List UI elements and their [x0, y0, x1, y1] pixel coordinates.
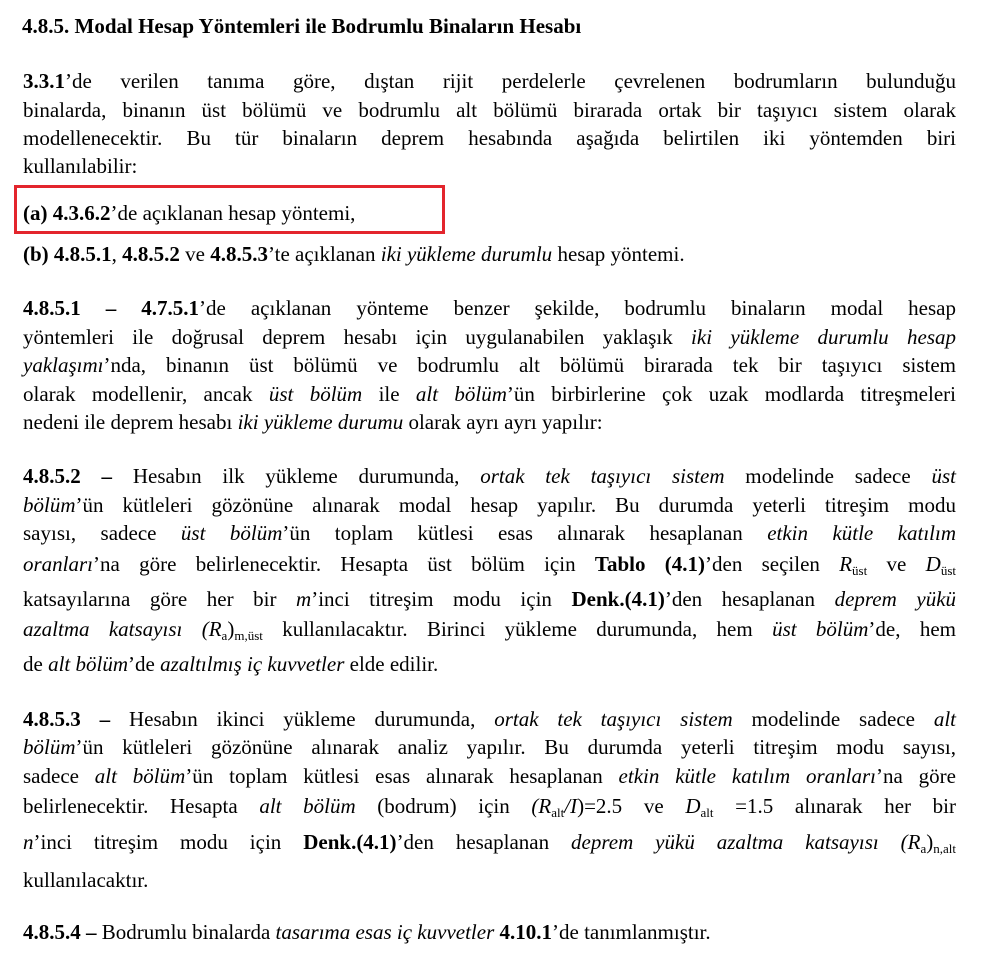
s2-line-1: 4.8.5.2 – Hesabın ilk yükleme durumunda, ortak tek taşıyıcı sistem modelinde sadece üst — [23, 464, 956, 488]
s3-ref: 4.8.5.3 – — [23, 707, 111, 731]
intro-line-2: binalarda, binanın üst bölümü ve bodrumlu alt bölümü birarada ortak bir taşıyıcı sistem olarak — [23, 98, 956, 122]
s2-line-6: azaltma katsayısı $(R_a)_{m,üst}$ kullanılacaktır. Birinci yükleme durumunda, hem üst bölüm’de, hem — [23, 617, 956, 643]
intro-ref: 3.3.1 — [23, 69, 65, 93]
s2-ref: 4.8.5.2 – — [23, 464, 113, 488]
s3-line-1: 4.8.5.3 – Hesabın ikinci yükleme durumunda, ortak tek taşıyıcı sistem modelinde sadece alt — [23, 707, 956, 731]
intro-line-3: modellenecektir. Bu tür binaların deprem hesabında aşağıda belirtilen iki yöntemden biri — [23, 126, 956, 150]
s1-ref: 4.8.5.1 – 4.7.5.1 — [23, 296, 200, 320]
section-heading: 4.8.5. Modal Hesap Yöntemleri ile Bodrumlu Binaların Hesabı — [22, 14, 582, 38]
s3-line-3: sadece alt bölüm’ün toplam kütlesi esas alınarak hesaplanan etkin kütle katılım oranları’na göre — [23, 764, 956, 788]
s3-line-6: kullanılacaktır. — [23, 868, 149, 892]
intro-line-1: 3.3.1’de verilen tanıma göre, dıştan rijit perdelerle çevrelenen bodrumların bulunduğu — [23, 69, 956, 93]
s2-line-3: sayısı, sadece üst bölüm’ün toplam kütlesi esas alınarak hesaplanan etkin kütle katılım — [23, 521, 957, 545]
option-a: (a) 4.3.6.2’de açıklanan hesap yöntemi, — [23, 201, 356, 225]
s4-ref: 4.8.5.4 – — [23, 920, 97, 944]
s3-line-2: bölüm’ün kütleleri gözönüne alınarak analiz yapılır. Bu durumda yeterli titreşim modu sayısı, — [23, 735, 956, 759]
s1-line-5: nedeni ile deprem hesabı iki yükleme durumu olarak ayrı ayrı yapılır: — [23, 410, 603, 434]
s1-line-2: yöntemleri ile doğrusal deprem hesabı için uygulanabilen yaklaşık iki yükleme durumlu hesap — [23, 325, 956, 349]
s2-line-2: bölüm’ün kütleleri gözönüne alınarak modal hesap yapılır. Bu durumda yeterli titreşim modu — [23, 493, 956, 517]
option-b: (b) 4.8.5.1, 4.8.5.2 ve 4.8.5.3’te açıklanan iki yükleme durumlu hesap yöntemi. — [23, 242, 685, 266]
intro-line-4: kullanılabilir: — [23, 154, 138, 178]
s1-line-1: 4.8.5.1 – 4.7.5.1’de açıklanan yönteme benzer şekilde, bodrumlu binaların modal hesap — [23, 296, 957, 320]
s4-line: 4.8.5.4 – Bodrumlu binalarda tasarıma esas iç kuvvetler 4.10.1’de tanımlanmıştır. — [23, 920, 711, 944]
s2-line-7: de alt bölüm’de azaltılmış iç kuvvetler elde edilir. — [23, 652, 439, 676]
s1-line-4: olarak modellenir, ancak üst bölüm ile alt bölüm’ün birbirlerine çok uzak modlarda titreşmeleri — [23, 382, 956, 406]
s2-line-5: katsayılarına göre her bir m’inci titreşim modu için Denk.(4.1)’den hesaplanan deprem yükü — [23, 587, 957, 611]
s3-line-5: n’inci titreşim modu için Denk.(4.1)’den hesaplanan deprem yükü azaltma katsayısı $(R_a)_{n,alt}$ — [23, 830, 956, 856]
s3-line-4: belirlenecektir. Hesapta alt bölüm (bodrum) için $(R_{alt}/I)=2.5$ ve $D_{alt} =1.5$ alınarak her bir — [23, 794, 956, 820]
option-a-ref: 4.3.6.2 — [52, 201, 111, 225]
s1-line-3: yaklaşımı’nda, binanın üst bölümü ve bodrumlu alt bölümü birarada tek bir taşıyıcı sistem — [23, 353, 956, 377]
s2-line-4: oranları’na göre belirlenecektir. Hesapta üst bölüm için Tablo (4.1)’den seçilen $R_{üst}$ ve $D_{üst}$ — [23, 552, 956, 578]
